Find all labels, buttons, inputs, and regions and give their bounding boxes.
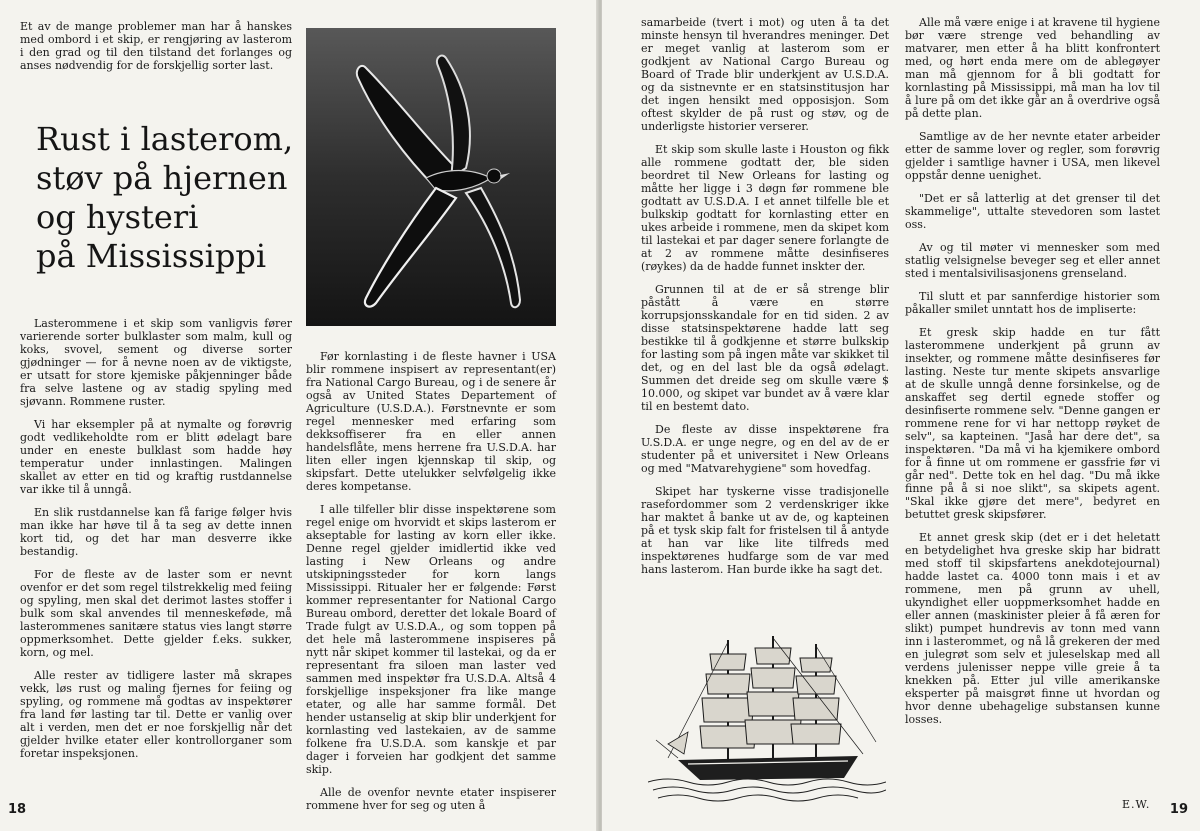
paragraph: En slik rustdannelse kan få farige følger hvis man ikke har høve til å ta seg av dette innen kort tid, og det har man desverre ikke bestandig.: [20, 506, 292, 558]
paragraph: I alle tilfeller blir disse inspektørene som regel enige om hvorvidt et skips lasterom er akseptable for lasting av korn eller ikke. Denne regel gjelder imidlertid ikke ved lasting i New Orleans og andre utskipningssteder for korn langs Mississippi. Ritualer her er følgende: Først kommer representanter for National Cargo Bureau ombord, deretter det lokale Board of Trade fulgt av U.S.D.A., og som toppen på det hele må lasterommene inspiseres på nytt når skipet kommer til lastekai, og da er representant fra siloen man laster ved sammen med inspektør fra U.S.D.A. Altså 4 forskjellige inspeksjoner fra like mange etater, og alle har samme formål. Det hender ustanselig at skip blir underkjent for kornlasting ved lastekaien, av de samme folkene fra U.S.D.A. som kanskje et par dager i forveien har godkjent det samme skip.: [306, 503, 556, 776]
headline-line: og hysteri: [36, 198, 199, 236]
sailing-ship-illustration: [648, 632, 886, 804]
author-signature: E.W.: [1122, 798, 1151, 811]
column-1: [20, 317, 292, 770]
paragraph: Av og til møter vi mennesker som med statlig velsignelse beveger seg et eller annet sted i mentalsivilisasjonens grenseland.: [905, 241, 1160, 280]
paragraph: Et skip som skulle laste i Houston og fikk alle rommene godtatt der, ble siden beordret til New Orleans for lasting og måtte her ligge i 3 døgn før rommene ble godtatt av U.S.D.A. I et annet tilfelle ble et bulkskip godtatt for kornlasting etter en ukes arbeide i rommene, men da skipet kom til lastekai et par dager senere forlangte de at 2 av rommene måtte desinfiseres (røykes) da de hadde funnet inskter der.: [641, 143, 889, 273]
paragraph: Før kornlasting i de fleste havner i USA blir rommene inspisert av representant(er) fra National Cargo Bureau, og i de senere år også av United States Departement of Agriculture (U.S.D.A.). Førstnevnte er som regel mennesker med erfaring som dekksoffiserer fra en eller annen handelsflåte, mens herrene fra U.S.D.A. har liten eller ingen kjennskap til skip, og skipsfart. Dette utelukker selvfølgelig ikke deres kompetanse.: [306, 350, 556, 493]
ship-drawing: [648, 632, 886, 804]
intro-text: [20, 20, 292, 82]
article-headline: [36, 120, 298, 276]
paragraph: Skipet har tyskerne visse tradisjonelle rasefordommer som 2 verdenskriger ikke har maktet å banke ut av de, og kapteinen på et tysk skip falt for fristelsen til å antyde at han var like lite tilfreds med inspektørenes hudfarge som de var med hans lasterom. Han burde ikke ha sagt det.: [641, 485, 889, 576]
paragraph: samarbeide (tvert i mot) og uten å ta det minste hensyn til hverandres meninger. Det er meget vanlig at lasterom som er godkjent av National Cargo Bureau og Board of Trade blir underkjent av U.S.D.A. og da sistnevnte er en statsinstitusjon har det ingen hensikt med opposisjon. Som oftest skylder de på rust og støv, og de underligste historier verserer.: [641, 16, 889, 133]
paragraph: Grunnen til at de er så strenge blir påstått å være en større korrupsjonsskandale for en tid siden. 2 av disse statsinspektørene hadde latt seg bestikke til å godkjenne et større bulkskip for lasting som på ingen måte var skikket til det, og en del last ble da også ødelagt. Summen det dreide seg om skulle være $ 10.000, og skipet var bundet av å være klar til en bestemt dato.: [641, 283, 889, 413]
headline-line: på Mississippi: [36, 237, 267, 275]
paragraph: Alle rester av tidligere laster må skrapes vekk, løs rust og maling fjernes for feiing og spyling, og rommene må godtas av inspektører fra land før lasting tar til. Dette er vanlig over alt i verden, men det er noe forskjellig når det gjelder hvilke etater eller kontrollorganer som foretar inspeksjonen.: [20, 669, 292, 760]
paragraph: Et gresk skip hadde en tur fått lasterommene underkjent på grunn av insekter, og rommene måtte desinfiseres før lasting. Neste tur mente skipets ansvarlige at de skulle unngå denne forsinkelse, og de anskaffet seg dertil egnede stoffer og desinfiserte rommene selv. "Denne gangen er rommene rene for vi har nettopp røyket de selv", sa kapteinen. "Jaså har dere det", sa inspektøren. "Da må vi ha kjemikere ombord for å finne ut om rommene er gassfrie før vi går ned". Dette tok en hel dag. "Du må ikke finne på å si noe slikt", sa skipets agent. "Skal ikke gjøre det mere", bedyret en betuttet gresk skipsfører.: [905, 326, 1160, 521]
paragraph: For de fleste av de laster som er nevnt ovenfor er det som regel tilstrekkelig med feiing og spyling, men skal det derimot lastes stoffer i bulk som skal anvendes til menneskeføde, må lasterommenes sanitære status vies langt større oppmerksomhet. Dette gjelder f.eks. sukker, korn, og mel.: [20, 568, 292, 659]
paragraph: Vi har eksempler på at nymalte og forøvrig godt vedlikeholdte rom er blitt ødelagt bare under en eneste bulklast som hadde høy temperatur under innlastingen. Malingen skallet av etter en tid og kraftig rustdannelse var ikke til å unngå.: [20, 418, 292, 496]
page-number-right: 19: [1169, 802, 1188, 817]
column-3: [641, 16, 889, 586]
paragraph: "Det er så latterlig at det grenser til det skammelige", uttalte stevedoren som lastet oss.: [905, 192, 1160, 231]
paragraph: Samtlige av de her nevnte etater arbeider etter de samme lover og regler, som forøvrig gjelder i samtlige havner i USA, men likevel oppstår denne uenighet.: [905, 130, 1160, 182]
page-number-left: 18: [8, 802, 27, 817]
headline-line: Rust i lasterom,: [36, 120, 294, 158]
paragraph: Lasterommene i et skip som vanligvis fører varierende sorter bulklaster som malm, kull og koks, svovel, sement og diverse sorter gjødninger — for å nevne noen av de viktigste, er utsatt for store kjemiske påkjenninger både fra selve lastene og av stadig spyling med sjøvann. Rommene ruster.: [20, 317, 292, 408]
seagull-illustration: [306, 28, 556, 326]
paragraph: Alle må være enige i at kravene til hygiene bør være strenge ved behandling av matvarer, men etter å ha blitt konfrontert med, og hørt enda mere om de ablegøyer man må gjennom for å bli godtatt for kornlasting på Mississippi, må man ha lov til å lure på om det ikke går an å overdrive også på dette plan.: [905, 16, 1160, 120]
column-4: [905, 16, 1160, 736]
left-page: [0, 0, 598, 831]
paragraph: Til slutt et par sannferdige historier som påkaller smilet unntatt hos de impliserte:: [905, 290, 1160, 316]
column-2: [306, 350, 556, 822]
intro-paragraph: Et av de mange problemer man har å hanskes med ombord i et skip, er rengjøring av lasterom i den grad og til den tilstand det forlanges og anses nødvendig for de forskjellig sorter last.: [20, 20, 292, 72]
paragraph: Et annet gresk skip (det er i det heletatt en betydelighet hva greske skip har bidratt med stoff til skipsfartens anekdotejournal) hadde lastet ca. 4000 tonn mais i et av rommene, men på grunn av uhell, ukyndighet eller uoppmerksomhet hadde en eller annen (maskinister pleier å få æren for slikt) pumpet hundrevis av tonn med vann inn i lasterommet, og nå lå grekeren der med en julegrøt som selv et juleselskap med all verdens julenisser neppe ville greie å ta knekken på. Etter jul ville amerikanske eksperter på maisgrøt finne ut hvordan og hvor denne ubehagelige substansen kunne losses.: [905, 531, 1160, 726]
headline-line: støv på hjernen: [36, 159, 288, 197]
seagull-photo: [306, 28, 556, 326]
paragraph: De fleste av disse inspektørene fra U.S.D.A. er unge negre, og en del av de er studenter på et universitet i New Orleans og med "Matvarehygiene" som hovedfag.: [641, 423, 889, 475]
paragraph: Alle de ovenfor nevnte etater inspiserer rommene hver for seg og uten å: [306, 786, 556, 812]
